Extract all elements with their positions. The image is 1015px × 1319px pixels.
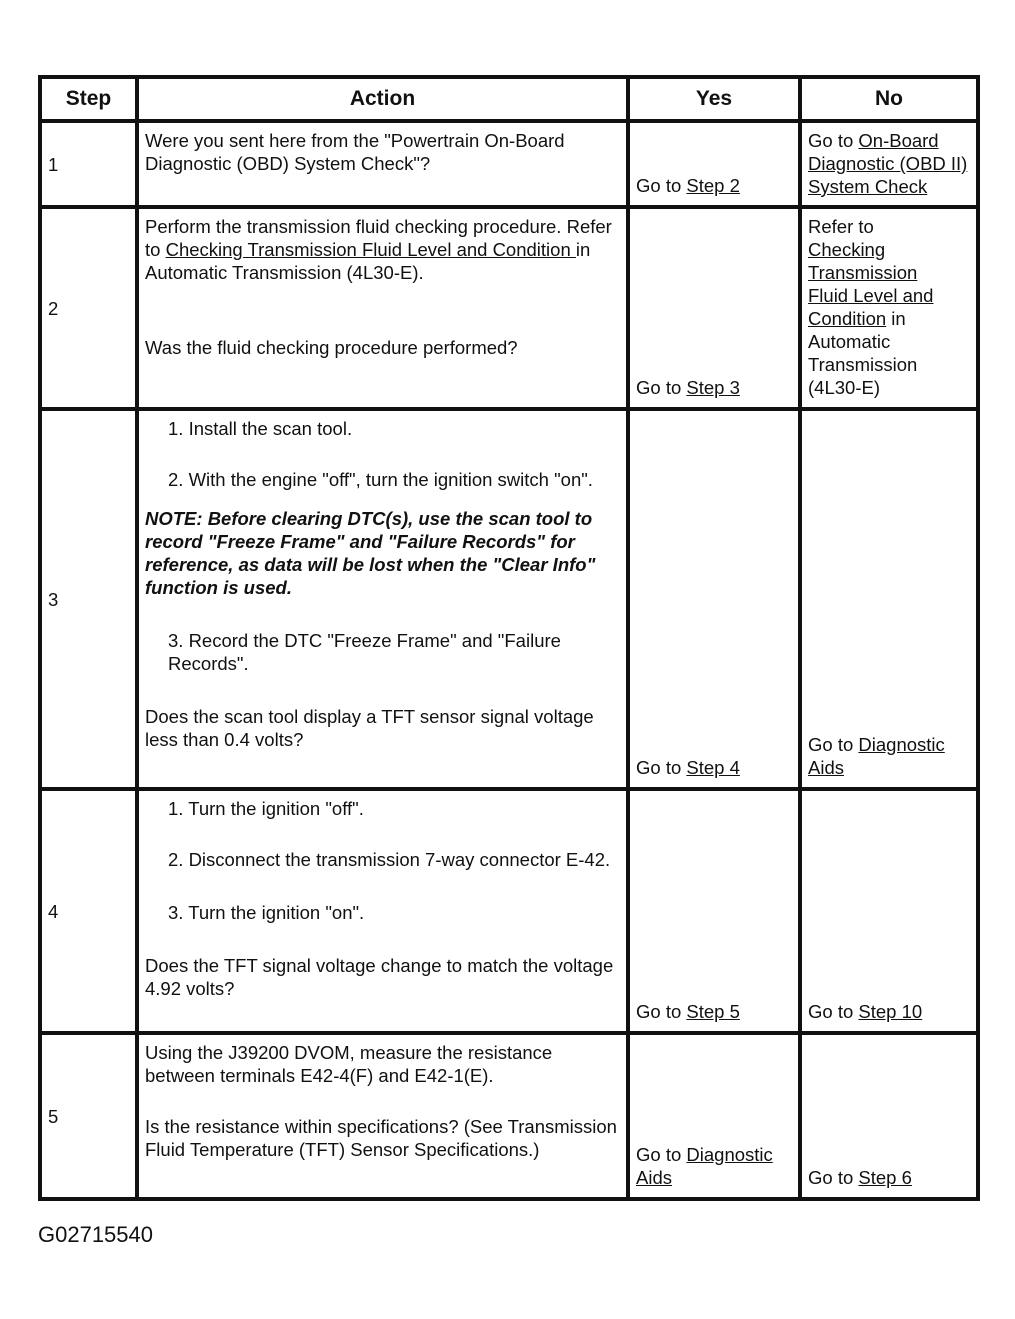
action-question: Was the fluid checking procedure performed? (145, 337, 518, 358)
action-substep: 1. Turn the ignition "off". (168, 798, 364, 819)
step-link[interactable]: Step 4 (686, 757, 740, 778)
action-text: Were you sent here from the "Powertrain On-Board Diagnostic (OBD) System Check"? (145, 130, 565, 174)
yes-cell (628, 207, 800, 409)
step-link[interactable]: Step 10 (858, 1001, 923, 1022)
no-cell (800, 207, 978, 409)
step-link[interactable]: Step 3 (686, 377, 740, 398)
fluid-check-link[interactable]: Checking Transmission Fluid Level and Condition (165, 239, 576, 260)
action-text (139, 411, 626, 755)
action-substep: 3. Turn the ignition "on". (168, 902, 365, 923)
action-question: Is the resistance within specifications? (See Transmission Fluid Temperature (TFT) Sensor Specifications.) (145, 1116, 617, 1160)
action-text: Perform the transmission fluid checking procedure. Refer to Checking Transmission Fluid Level and Condition in Automatic Transmission (4L30-E). Was the fluid checking procedure performed? (139, 209, 626, 363)
step-link[interactable]: Step 6 (858, 1167, 912, 1188)
no-result: Refer to Checking Transmission Fluid Level and Condition in Automatic Transmission (4L30-E) (808, 216, 934, 398)
yes-cell (628, 1033, 800, 1199)
yes-result: Go to Step 5 (636, 1001, 740, 1022)
obd-system-check-link[interactable]: On-Board Diagnostic (OBD II) System Check (808, 130, 968, 197)
no-result: Go to Step 10 (808, 1001, 923, 1022)
header-action: Action (137, 77, 628, 121)
yes-result: Go to Diagnostic Aids (636, 1144, 773, 1188)
action-substep: 3. Record the DTC "Freeze Frame" and "Failure Records". (168, 630, 561, 674)
action-instruction: Using the J39200 DVOM, measure the resistance between terminals E42-4(F) and E42-1(E). (145, 1042, 553, 1086)
diagnostic-table (38, 75, 980, 1201)
header-step: Step (40, 77, 137, 121)
header-no: No (800, 77, 978, 121)
table-row (40, 409, 978, 789)
no-cell (800, 789, 978, 1033)
action-cell (137, 789, 628, 1033)
yes-cell (628, 409, 800, 789)
no-cell (800, 409, 978, 789)
action-cell (137, 121, 628, 207)
no-result: Go to On-Board Diagnostic (OBD II) System Check (808, 130, 968, 197)
action-text (139, 791, 626, 1004)
table-row (40, 1033, 978, 1199)
action-cell (137, 1033, 628, 1199)
action-question: Does the TFT signal voltage change to match the voltage 4.92 volts? (145, 955, 614, 999)
action-substep: 2. With the engine "off", turn the ignition switch "on". (168, 469, 593, 490)
note-text: NOTE: Before clearing DTC(s), use the scan tool to record "Freeze Frame" and "Failure Records" for reference, as data will be lost when the "Clear Info" function is used. (145, 508, 596, 598)
yes-result: Go to Step 2 (636, 175, 740, 196)
step-number: 5 (40, 1033, 137, 1199)
yes-result: Go to Step 4 (636, 757, 740, 778)
no-result: Go to Step 6 (808, 1167, 912, 1188)
action-cell (137, 207, 628, 409)
yes-cell (628, 789, 800, 1033)
action-substep: 2. Disconnect the transmission 7-way connector E-42. (168, 849, 611, 870)
action-text (139, 1035, 626, 1165)
header-yes: Yes (628, 77, 800, 121)
step-link[interactable]: Step 5 (686, 1001, 740, 1022)
yes-result: Go to Step 3 (636, 377, 740, 398)
fluid-check-link[interactable]: Checking Transmission Fluid Level and Condition (808, 239, 934, 329)
table-row (40, 789, 978, 1033)
table-row (40, 207, 978, 409)
header-row (40, 77, 978, 121)
figure-id: G02715540 (38, 1222, 153, 1247)
no-cell (800, 121, 978, 207)
action-substep: 1. Install the scan tool. (168, 418, 353, 439)
step-link[interactable]: Step 2 (686, 175, 740, 196)
step-number: 3 (40, 409, 137, 789)
action-cell (137, 409, 628, 789)
step-number: 1 (40, 121, 137, 207)
no-result: Go to Diagnostic Aids (808, 734, 945, 778)
step-number: 2 (40, 207, 137, 409)
no-cell (800, 1033, 978, 1199)
table-row (40, 121, 978, 207)
step-number: 4 (40, 789, 137, 1033)
diagnostic-aids-link[interactable]: Diagnostic Aids (808, 734, 945, 778)
yes-cell (628, 121, 800, 207)
diagnostic-aids-link[interactable]: Diagnostic Aids (636, 1144, 773, 1188)
action-question: Does the scan tool display a TFT sensor signal voltage less than 0.4 volts? (145, 706, 594, 750)
